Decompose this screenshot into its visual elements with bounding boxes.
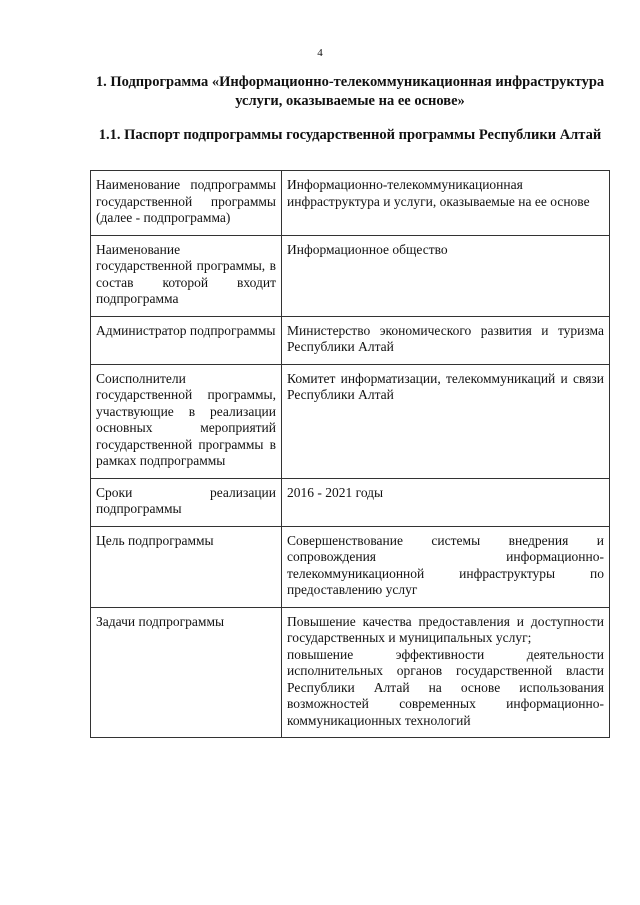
row-value-line: Министерство экономического развития и туризма Республики Алтай [287, 322, 604, 354]
row-value-line: Совершенствование системы внедрения и сопровождения информационно-телекоммуникационной инфраструктуры по предоставлению услуг [287, 532, 604, 597]
table-row [91, 526, 610, 607]
row-label: Цель подпрограммы [91, 526, 282, 607]
page-number: 4 [317, 47, 323, 59]
row-value [282, 235, 610, 316]
row-value [282, 364, 610, 478]
row-label: Сроки реализации подпрограммы [91, 478, 282, 526]
table-row [91, 364, 610, 478]
table-row [91, 316, 610, 364]
row-value-line: Информационное общество [287, 241, 448, 257]
passport-title: 1.1. Паспорт подпрограммы государственной программы Республики Алтай [98, 127, 602, 143]
row-label: Соисполнители государственной программы, участвующие в реализации основных мероприятий государственной программы в рамках подпрограммы [91, 364, 282, 478]
row-label: Задачи подпрограммы [91, 607, 282, 738]
row-value-line: Повышение качества предоставления и доступности государственных и муниципальных услуг; [287, 613, 604, 645]
table-row [91, 478, 610, 526]
row-label: Наименование государственной программы, в состав которой входит подпрограмма [91, 235, 282, 316]
row-label: Наименование подпрограммы государственной программы (далее - подпрограмма) [91, 171, 282, 236]
table-row [91, 607, 610, 738]
row-value-line: 2016 - 2021 годы [287, 484, 384, 500]
row-value-line: Комитет информатизации, телекоммуникаций и связи Республики Алтай [287, 370, 604, 402]
row-value [282, 526, 610, 607]
row-value [282, 171, 610, 236]
row-value-line: повышение эффективности деятельности исполнительных органов государственной власти Республики Алтай на основе использования возможностей современных информационно-коммуникационных технологий [287, 646, 604, 728]
passport-table [90, 170, 610, 738]
row-value-line: Информационно-телекоммуникационная инфраструктура и услуги, оказываемые на ее основе [287, 177, 590, 209]
row-value [282, 478, 610, 526]
table-row [91, 235, 610, 316]
row-label: Администратор подпрограммы [91, 316, 282, 364]
table-row [91, 171, 610, 236]
row-value [282, 316, 610, 364]
subprogram-title: 1. Подпрограмма «Информационно-телекоммуникационная инфраструктура услуги, оказываемые на ее основе» [95, 74, 605, 109]
row-value [282, 607, 610, 738]
